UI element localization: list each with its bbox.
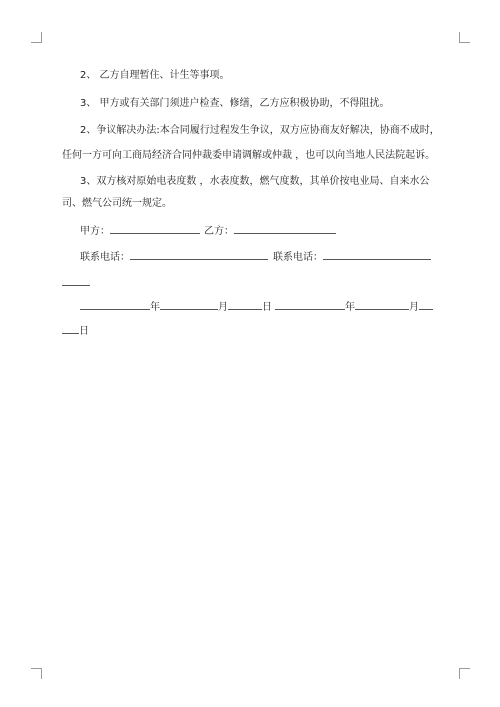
party-b-blank[interactable]: [234, 222, 336, 234]
clause-line: 任何一方可向工商局经济合同仲裁委申请调解或仲裁 ，也可以向当地人民法院起诉。: [62, 150, 436, 161]
clause-line: 司、燃气公司统一规定。: [62, 198, 172, 209]
phone-label-a: 联系电话：: [80, 252, 130, 263]
date-b-day-continuation-blank[interactable]: [62, 322, 79, 334]
phone-a-blank[interactable]: [130, 248, 268, 260]
page-corner-mark-top-left: [31, 32, 42, 43]
month-label: 月: [218, 302, 228, 313]
phone-row: [80, 248, 431, 265]
day-label: 日: [79, 326, 89, 337]
date-a-year-blank[interactable]: [80, 298, 150, 310]
day-label: 日: [262, 302, 272, 313]
month-label: 月: [409, 302, 419, 313]
date-a-month-blank[interactable]: [160, 298, 218, 310]
page-corner-mark-bottom-right: [459, 668, 470, 679]
date-b-day-blank[interactable]: [419, 298, 433, 310]
date-b-year-blank[interactable]: [275, 298, 345, 310]
clause-line: 2、 乙方自理暂住、计生等事项。: [80, 70, 230, 81]
date-b-month-blank[interactable]: [355, 298, 409, 310]
date-row: [80, 298, 433, 315]
date-a-day-blank[interactable]: [228, 298, 262, 310]
party-a-blank[interactable]: [110, 222, 200, 234]
year-label: 年: [345, 302, 355, 313]
phone-continuation-blank[interactable]: [62, 274, 90, 286]
clause-line: 3、双方核对原始电表度数 ，水表度数，燃气度数，其单价按电业局、自来水公: [80, 176, 430, 187]
clause-line: 3、 甲方或有关部门须进户检查、修缮，乙方应积极协助，不得阻扰。: [80, 98, 390, 109]
phone-continuation-row: [62, 274, 90, 291]
phone-label-b: 联系电话：: [273, 252, 323, 263]
year-label: 年: [150, 302, 160, 313]
phone-b-blank[interactable]: [323, 248, 431, 260]
date-continuation-row: [62, 322, 89, 339]
party-b-label: 乙方：: [204, 226, 234, 237]
page-corner-mark-top-right: [459, 32, 470, 43]
page-corner-mark-bottom-left: [31, 668, 42, 679]
clause-line: 2、争议解决办法:本合同履行过程发生争议，双方应协商友好解决，协商不成时，: [80, 125, 440, 136]
party-a-label: 甲方：: [80, 226, 110, 237]
party-signature-row: [80, 222, 336, 239]
